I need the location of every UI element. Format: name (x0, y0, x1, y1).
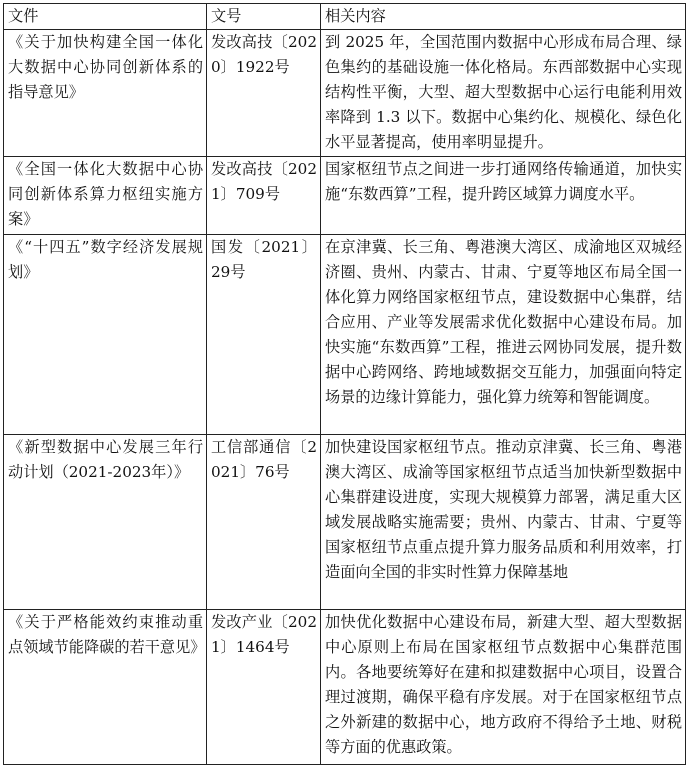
document-number-cell: 工信部通信〔2021〕76号 (207, 435, 321, 610)
document-title-cell: 《全国一体化大数据中心协同创新体系算力枢纽实施方案》 (4, 157, 207, 235)
table-row (4, 30, 686, 157)
table-row (4, 610, 686, 765)
content-cell: 到 2025 年，全国范围内数据中心形成布局合理、绿色集约的基础设施一体化格局。东西部数据中心实现结构性平衡，大型、超大型数据中心运行电能利用效率降到 1.3 以下。数据中心集约化、规模化、绿色化水平显著提高，使用率明显提升。 (321, 30, 686, 157)
header-document: 文件 (4, 4, 207, 30)
document-title-cell: 《“十四五”数字经济发展规划》 (4, 235, 207, 435)
table-row (4, 235, 686, 435)
document-title-cell: 《新型数据中心发展三年行动计划（2021-2023年）》 (4, 435, 207, 610)
content-cell: 在京津冀、长三角、粤港澳大湾区、成渝地区双城经济圈、贵州、内蒙古、甘肃、宁夏等地区布局全国一体化算力网络国家枢纽节点，建设数据中心集群，结合应用、产业等发展需求优化数据中心建设布局。加快实施“东数西算”工程，推进云网协同发展，提升数据中心跨网络、跨地域数据交互能力，加强面向特定场景的边缘计算能力，强化算力统筹和智能调度。 (321, 235, 686, 435)
table-row (4, 157, 686, 235)
document-number-cell: 国发〔2021〕29号 (207, 235, 321, 435)
table-row (4, 435, 686, 610)
document-title-cell: 《关于加快构建全国一体化大数据中心协同创新体系的指导意见》 (4, 30, 207, 157)
content-cell: 加快优化数据中心建设布局，新建大型、超大型数据中心原则上布局在国家枢纽节点数据中心集群范围内。各地要统筹好在建和拟建数据中心项目，设置合理过渡期，确保平稳有序发展。对于在国家枢纽节点之外新建的数据中心，地方政府不得给予土地、财税等方面的优惠政策。 (321, 610, 686, 765)
content-cell: 国家枢纽节点之间进一步打通网络传输通道，加快实施“东数西算”工程，提升跨区域算力调度水平。 (321, 157, 686, 235)
header-document-number: 文号 (207, 4, 321, 30)
document-number-cell: 发改产业〔2021〕1464号 (207, 610, 321, 765)
policy-table (3, 3, 686, 765)
document-title-cell: 《关于严格能效约束推动重点领域节能降碳的若干意见》 (4, 610, 207, 765)
content-cell: 加快建设国家枢纽节点。推动京津冀、长三角、粤港澳大湾区、成渝等国家枢纽节点适当加快新型数据中心集群建设进度，实现大规模算力部署，满足重大区域发展战略实施需要；贵州、内蒙古、甘肃、宁夏等国家枢纽节点重点提升算力服务品质和利用效率，打造面向全国的非实时性算力保障基地 (321, 435, 686, 610)
table-header-row (4, 4, 686, 30)
header-related-content: 相关内容 (321, 4, 686, 30)
document-number-cell: 发改高技〔2021〕709号 (207, 157, 321, 235)
document-number-cell: 发改高技〔2020〕1922号 (207, 30, 321, 157)
